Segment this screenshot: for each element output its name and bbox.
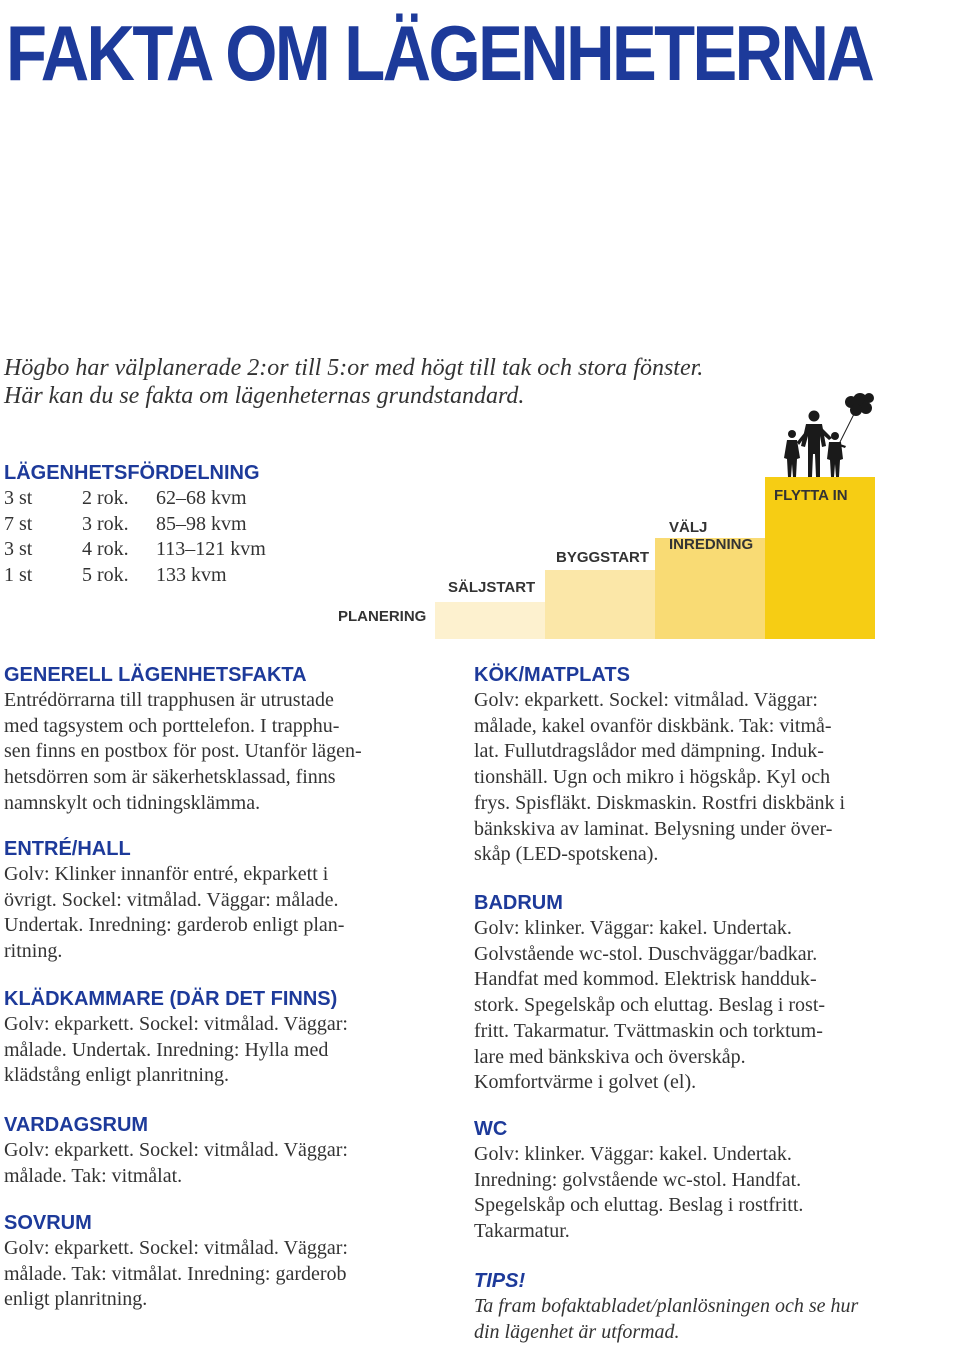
- section-line: målade, kakel ovanför diskbänk. Tak: vitmå-: [474, 714, 832, 737]
- section-entre-hall: [4, 836, 344, 965]
- step-label: FLYTTA IN: [774, 487, 848, 504]
- section-line: enligt planritning.: [4, 1288, 148, 1311]
- page-title: FAKTA OM LÄGENHETERNA: [6, 9, 873, 97]
- section-line: ritning.: [4, 940, 63, 963]
- apartment-rooms: 3 rok.: [82, 512, 129, 535]
- step-label: INREDNING: [669, 536, 754, 553]
- section-line: skåp (LED-spotskena).: [474, 843, 659, 866]
- intro-line: Här kan du se fakta om lägenheternas grundstandard.: [4, 383, 525, 409]
- distribution-row: [4, 486, 260, 512]
- section-line: Golv: ekparkett. Sockel: vitmålad. Väggar:: [4, 1139, 348, 1161]
- section-line: målade. Tak: vitmålat. Inredning: garderob: [4, 1262, 347, 1285]
- step-saljstart: [435, 602, 545, 640]
- section-heading: KÖK/MATPLATS: [474, 664, 630, 686]
- step-label: BYGGSTART: [556, 549, 650, 566]
- apartment-count: 3 st: [4, 487, 33, 509]
- section-heading: SOVRUM: [4, 1212, 92, 1234]
- distribution-table: [4, 486, 266, 589]
- section-line: Golv: ekparkett. Sockel: vitmålad. Väggar:: [474, 689, 818, 711]
- section-general: [4, 662, 362, 817]
- section-line: Golvstående wc-stol. Duschväggar/badkar.: [474, 942, 818, 965]
- section-vardagsrum: [4, 1112, 348, 1189]
- section-line: Takarmatur.: [474, 1220, 570, 1243]
- apartment-distribution: [4, 460, 266, 589]
- tips-line: din lägenhet är utformad.: [474, 1320, 680, 1343]
- section-heading: VARDAGSRUM: [4, 1114, 149, 1136]
- tips-line: Ta fram bofaktabladet/planlösningen och se hur: [474, 1295, 859, 1317]
- section-wc: [474, 1116, 803, 1245]
- section-line: Handfat med kommod. Elektrisk handduk-: [474, 968, 817, 991]
- section-line: Spegelskåp och eluttag. Beslag i rostfritt.: [474, 1194, 804, 1217]
- apartment-area: 133 kvm: [156, 564, 227, 587]
- section-line: Golv: klinker. Väggar: kakel. Undertak.: [474, 917, 792, 939]
- section-line: målade. Tak: vitmålat.: [4, 1164, 183, 1187]
- distribution-row: [4, 563, 260, 589]
- section-heading: BADRUM: [474, 892, 563, 914]
- section-line: frys. Spisfläkt. Diskmaskin. Rostfri diskbänk i: [474, 791, 846, 814]
- section-line: hetsdörren som är säkerhetsklassad, finns: [4, 766, 336, 789]
- apartment-rooms: 4 rok.: [82, 538, 129, 561]
- step-label: SÄLJSTART: [448, 579, 536, 596]
- section-line: med tagsystem och porttelefon. I trapphu-: [4, 714, 340, 737]
- section-line: målade. Undertak. Inredning: Hylla med: [4, 1038, 329, 1061]
- section-line: Entrédörrarna till trapphusen är utrustade: [4, 689, 334, 711]
- section-line: Golv: klinker. Väggar: kakel. Undertak.: [474, 1143, 792, 1165]
- section-badrum: [474, 890, 825, 1096]
- section-tips: [474, 1268, 858, 1345]
- section-line: Golv: ekparkett. Sockel: vitmålad. Väggar:: [4, 1237, 348, 1259]
- section-line: Golv: ekparkett. Sockel: vitmålad. Väggar:: [4, 1013, 348, 1035]
- section-line: sen finns en postbox för post. Utanför lägen-: [4, 740, 362, 763]
- section-line: lare med bänkskiva och överskåp.: [474, 1045, 746, 1068]
- family-with-balloons-icon: [780, 384, 876, 480]
- apartment-count: 1 st: [4, 564, 33, 587]
- tips-heading: TIPS!: [474, 1270, 526, 1292]
- section-line: fritt. Takarmatur. Tvättmaskin och torktum-: [474, 1019, 823, 1042]
- apartment-area: 85–98 kvm: [156, 512, 247, 535]
- step-byggstart: [545, 570, 655, 640]
- apartment-area: 113–121 kvm: [156, 538, 266, 561]
- section-kok-matplats: [474, 662, 845, 868]
- section-sovrum: [4, 1210, 348, 1313]
- section-heading: WC: [474, 1118, 508, 1140]
- section-line: lat. Fullutdragslådor med dämpning. Induk-: [474, 740, 824, 763]
- staircase-baseline: [327, 639, 875, 640]
- section-line: Golv: Klinker innanför entré, ekparkett i: [4, 863, 329, 885]
- step-label: PLANERING: [338, 608, 427, 625]
- apartment-count: 7 st: [4, 512, 33, 535]
- section-line: bänkskiva av laminat. Belysning under över-: [474, 817, 833, 840]
- apartment-area: 62–68 kvm: [156, 487, 247, 509]
- apartment-rooms: 5 rok.: [82, 564, 129, 587]
- section-line: övrigt. Sockel: vitmålad. Väggar: målade.: [4, 888, 339, 911]
- distribution-row: [4, 512, 260, 538]
- section-line: Inredning: golvstående wc-stol. Handfat.: [474, 1168, 802, 1191]
- apartment-rooms: 2 rok.: [82, 487, 129, 509]
- section-line: Undertak. Inredning: garderob enligt plan-: [4, 914, 345, 937]
- section-line: tionshäll. Ugn och mikro i högskåp. Kyl och: [474, 766, 831, 789]
- section-line: namnskylt och tidningsklämma.: [4, 791, 261, 814]
- step-label: VÄLJ: [669, 519, 708, 536]
- distribution-row: [4, 537, 266, 563]
- section-line: stork. Spegelskåp och eluttag. Beslag i rost-: [474, 994, 826, 1017]
- intro-line: Högbo har välplanerade 2:or till 5:or med högt till tak och stora fönster.: [4, 355, 704, 381]
- section-kladkammare: [4, 986, 348, 1089]
- section-heading: ENTRÉ/HALL: [4, 838, 131, 860]
- section-line: klädstång enligt planritning.: [4, 1064, 229, 1087]
- distribution-heading: LÄGENHETSFÖRDELNING: [4, 462, 260, 484]
- section-heading: KLÄDKAMMARE (DÄR DET FINNS): [4, 988, 338, 1010]
- section-heading: GENERELL LÄGENHETSFAKTA: [4, 664, 307, 686]
- section-line: Komfortvärme i golvet (el).: [474, 1071, 697, 1094]
- intro-text: [4, 354, 703, 410]
- apartment-count: 3 st: [4, 538, 33, 561]
